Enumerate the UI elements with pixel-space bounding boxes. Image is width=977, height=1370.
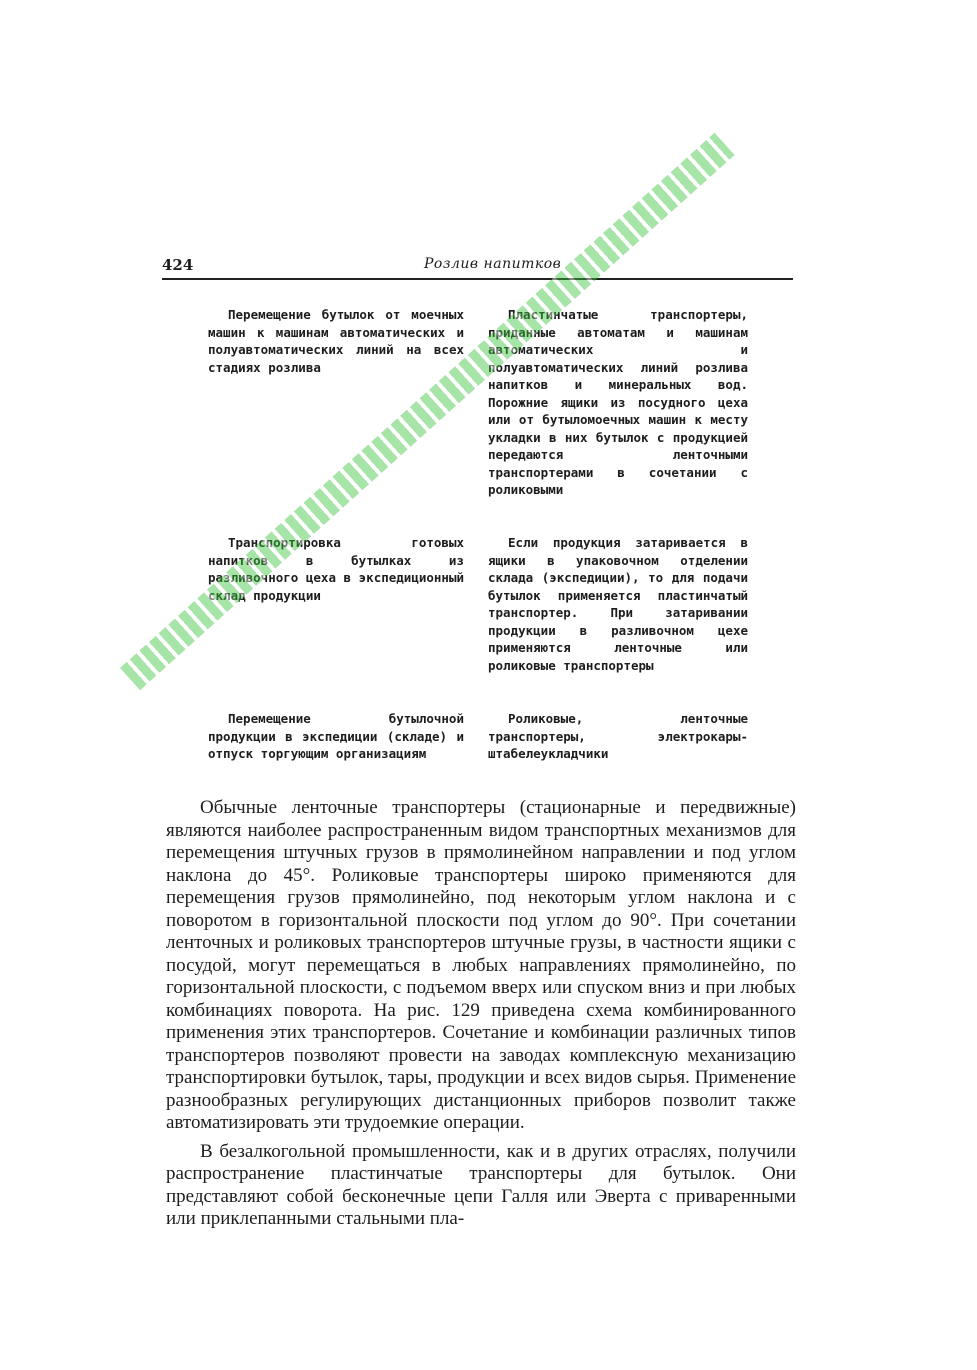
equipment-cell: Пластинчатые транспортеры, приданные автоматам и машинам автоматических и полуавтоматических линий розлива напитков и минеральных вод. Порожние ящики из посудного цеха или от бутыломоечных машин к месту укладки в них бутылок с продукцией передаются ленточными транспортерами в сочетании с роликовыми	[488, 307, 748, 497]
table-row	[208, 306, 748, 534]
running-title: Розлив напитков	[424, 256, 562, 272]
table-row	[208, 710, 748, 790]
operation-cell: Перемещение бутылок от моечных машин к машинам автоматических и полуавтоматических линий на всех стадиях розлива	[208, 307, 464, 375]
paragraph: Обычные ленточные транспортеры (стационарные и передвижные) являются наиболее распространенным видом транспортных механизмов для перемещения штучных грузов в прямолинейном направлении и под углом наклона до 45°. Роликовые транспортеры широко применяются для перемещения грузов прямолинейно, под некоторым углом наклона и с поворотом в горизонтальной плоскости под углом до 90°. При сочетании ленточных и роликовых транспортеров штучные грузы, в частности ящики с посудой, могут перемещаться в любых направлениях прямолинейно, по горизонтальной плоскости, с подъемом вверх или спуском вниз и при любых комбинациях поворота. На рис. 129 приведена схема комбинированного применения этих транспортеров. Сочетание и комбинации различных типов транспортеров позволяют провести на заводах комплексную механизацию транспортировки бутылок, тары, продукции и всех видов сырья. Применение разнообразных регулирующих дистанционных приборов позволит также автоматизировать эти трудоемкие операции.	[166, 797, 796, 1133]
operation-cell: Транспортировка готовых напитков в бутылках из разливочного цеха в экспедиционный склад продукции	[208, 535, 464, 603]
page-header	[162, 256, 793, 280]
body-text	[166, 797, 796, 1231]
equipment-table	[208, 306, 748, 790]
operation-cell: Перемещение бутылочной продукции в экспедиции (складе) и отпуск торгующим организациям	[208, 711, 464, 761]
equipment-cell: Если продукция затаривается в ящики в упаковочном отделении склада (экспедиции), то для подачи бутылок применяется пластинчатый транспортер. При затаривании продукции в разливочном цехе применяются ленточные или роликовые транспортеры	[488, 535, 748, 673]
paragraph: В безалкогольной промышленности, как и в других отраслях, получили распространение пластинчатые транспортеры для бутылок. Они представляют собой бесконечные цепи Галля или Эверта с приваренными или приклепанными стальными пла-	[166, 1140, 796, 1229]
table-row	[208, 534, 748, 710]
page-number: 424	[162, 256, 194, 274]
equipment-cell: Роликовые, ленточные транспортеры, электрокары-штабелеукладчики	[488, 711, 748, 761]
